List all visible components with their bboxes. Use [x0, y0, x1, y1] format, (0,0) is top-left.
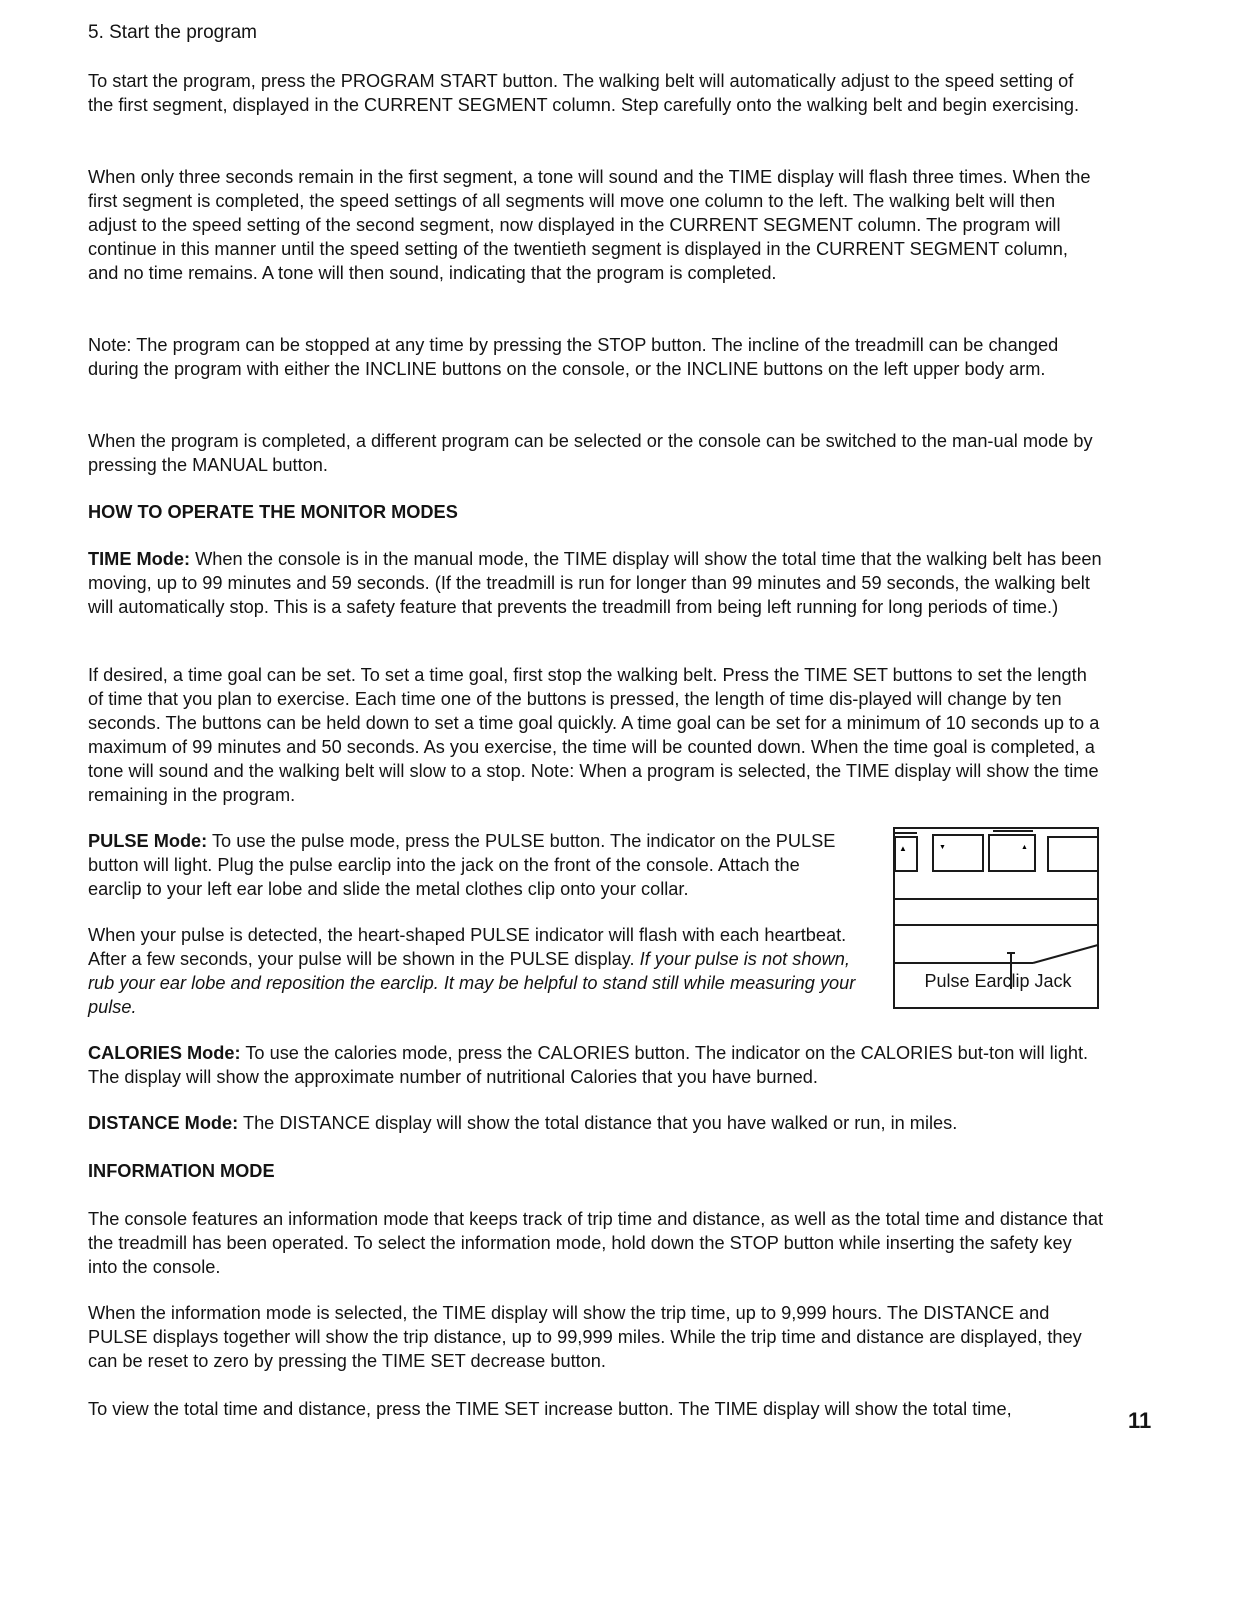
distance-mode-paragraph: [88, 1111, 1103, 1135]
section-title: 5. Start the program: [88, 22, 257, 43]
page-number: 11: [1128, 1408, 1152, 1433]
information-mode-heading: INFORMATION MODE: [88, 1161, 275, 1181]
time-mode-paragraph: [88, 547, 1103, 619]
start-program-paragraph-4: When the program is completed, a different program can be selected or the console can be switched to the man-ual mode by pressing the MANUAL button.: [88, 431, 1093, 475]
pulse-detect-italic: If your pulse is not shown, rub your ear lobe and reposition the earclip. It may be helpful to stand still while measuring your pulse.: [88, 949, 856, 1017]
figure-label: Pulse Earclip Jack: [924, 971, 1072, 991]
start-program-note: Note: The program can be stopped at any time by pressing the STOP button. The incline of the treadmill can be changed during the program with either the INCLINE buttons on the console, or the INCLINE buttons on the left upper body arm.: [88, 335, 1059, 379]
svg-text:▲: ▲: [1021, 844, 1028, 851]
information-paragraph-2: When the information mode is selected, the TIME display will show the trip time, up to 9,999 hours. The DISTANCE and PULSE displays together will show the trip distance, up to 99,999 miles. While the trip time and distance are displayed, they can be reset to zero by pressing the TIME SET decrease button.: [88, 1303, 1082, 1371]
console-button-left: [895, 837, 917, 871]
pulse-detect-text: When your pulse is detected, the heart-shaped PULSE indicator will flash with each heartbeat. After a few seconds, your pulse will be shown in the PULSE display.: [88, 925, 847, 969]
start-program-paragraph-2: When only three seconds remain in the first segment, a tone will sound and the TIME display will flash three times. When the first segment is completed, the speed settings of all segments will move one column to the left. The walking belt will then adjust to the speed setting of the second segment, now displayed in the CURRENT SEGMENT column. The program will continue in this manner until the speed setting of the twentieth segment is displayed in the CURRENT SEGMENT column, and no time remains. A tone will then sound, indicating that the program is completed.: [88, 167, 1091, 283]
information-paragraph-3: To view the total time and distance, press the TIME SET increase button. The TIME display will show the total time,: [88, 1399, 1012, 1419]
distance-mode-text: The DISTANCE display will show the total distance that you have walked or run, in miles.: [242, 1113, 958, 1133]
svg-text:▼: ▼: [939, 844, 946, 851]
pulse-mode-paragraph: [88, 829, 858, 901]
svg-text:▲: ▲: [899, 844, 907, 853]
console-button-decrease: [933, 835, 983, 871]
calories-mode-paragraph: [88, 1041, 1103, 1089]
distance-mode-label: DISTANCE Mode:: [88, 1113, 239, 1133]
pulse-mode-label: PULSE Mode:: [88, 831, 208, 851]
monitor-modes-heading: HOW TO OPERATE THE MONITOR MODES: [88, 502, 458, 522]
start-program-paragraph-1: To start the program, press the PROGRAM START button. The walking belt will automatically adjust to the speed setting of the first segment, displayed in the CURRENT SEGMENT column. Step carefully onto the walking belt and begin exercising.: [88, 71, 1080, 115]
time-mode-label: TIME Mode:: [88, 549, 191, 569]
time-mode-text: When the console is in the manual mode, the TIME display will show the total time that the walking belt has been moving, up to 99 minutes and 59 seconds. (If the treadmill is run for longer than 99 minutes and 59 seconds, the walking belt will automatically stop. This is a safety feature that prevents the treadmill from being left running for long periods of time.): [88, 549, 1102, 617]
calories-mode-label: CALORIES Mode:: [88, 1043, 241, 1063]
pulse-detect-paragraph: [88, 923, 858, 1019]
pulse-mode-text: To use the pulse mode, press the PULSE button. The indicator on the PULSE button will light. Plug the pulse earclip into the jack on the front of the console. Attach the earclip to your left ear lobe and slide the metal clothes clip onto your collar.: [88, 831, 836, 899]
console-button-increase: [989, 835, 1035, 871]
console-button-right: [1048, 837, 1098, 871]
time-goal-paragraph: If desired, a time goal can be set. To set a time goal, first stop the walking belt. Press the TIME SET buttons to set the length of time that you plan to exercise. Each time one of the buttons is pressed, the length of time dis-played will change by ten seconds. The buttons can be held down to set a time goal quickly. A time goal can be set for a minimum of 10 seconds up to a maximum of 99 minutes and 50 seconds. As you exercise, the time will be counted down. When the time goal is completed, a tone will sound and the walking belt will slow to a stop. Note: When a program is selected, the TIME display will show the time remaining in the program.: [88, 665, 1100, 805]
calories-mode-text: To use the calories mode, press the CALORIES button. The indicator on the CALORIES but-ton will light. The display will show the approximate number of nutritional Calories that you have burned.: [88, 1043, 1089, 1087]
information-paragraph-1: The console features an information mode that keeps track of trip time and distance, as well as the total time and distance that the treadmill has been operated. To select the information mode, hold down the STOP button while inserting the safety key into the console.: [88, 1209, 1104, 1277]
